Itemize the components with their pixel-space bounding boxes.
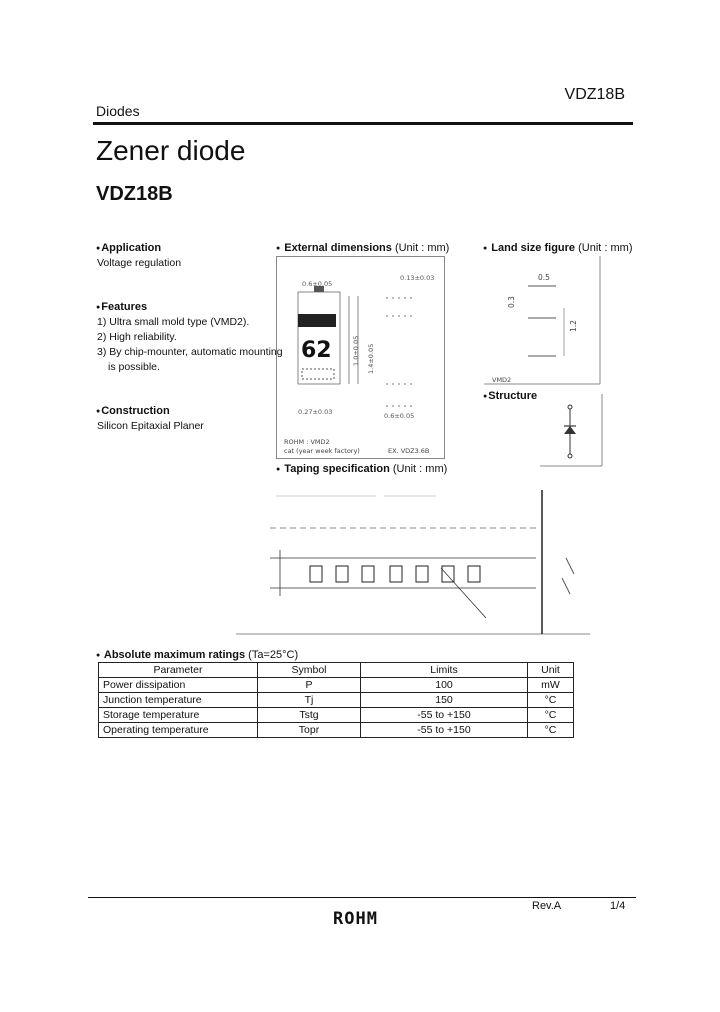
- application-text: Voltage regulation: [97, 257, 182, 269]
- taping-figure: [236, 478, 592, 636]
- taping-heading: ● Taping specification (Unit : mm): [276, 463, 447, 475]
- table-cell: -55 to +150: [361, 723, 528, 738]
- table-cell: Topr: [258, 723, 361, 738]
- table-cell: P: [258, 678, 361, 693]
- ratings-heading: ● Absolute maximum ratings (Ta=25°C): [96, 649, 298, 661]
- table-cell: °C: [528, 708, 574, 723]
- header-category: Diodes: [96, 103, 140, 119]
- external-dimensions-heading: ● External dimensions (Unit : mm): [276, 242, 449, 254]
- table-row: [99, 693, 574, 708]
- table-cell: Tj: [258, 693, 361, 708]
- external-dimensions-figure: [276, 256, 446, 460]
- dim-label: 0.6±0.05: [384, 412, 415, 420]
- table-cell: Power dissipation: [99, 678, 258, 693]
- construction-text: Silicon Epitaxial Planer: [97, 420, 204, 432]
- tape-pockets: [310, 566, 480, 582]
- construction-heading: ● Construction: [96, 405, 170, 417]
- feature-item: 2) High reliability.: [97, 331, 177, 343]
- table-row: [99, 723, 574, 738]
- land-label: VMD2: [492, 376, 512, 384]
- features-heading: ● Features: [96, 301, 147, 313]
- table-header-row: [99, 663, 574, 678]
- header-rule: [93, 122, 633, 125]
- land-dim: 0.3: [507, 296, 516, 308]
- header-part-number: VDZ18B: [564, 86, 625, 103]
- column-header: Unit: [528, 663, 574, 678]
- dim-note: cat (year week factory): [284, 447, 360, 455]
- table-cell: Tstg: [258, 708, 361, 723]
- table-cell: Operating temperature: [99, 723, 258, 738]
- rohm-logo: ROHM: [333, 909, 378, 929]
- column-header: Limits: [361, 663, 528, 678]
- marking-text: 62: [301, 338, 332, 363]
- table-cell: mW: [528, 678, 574, 693]
- land-size-figure: [484, 256, 602, 386]
- table-row: [99, 678, 574, 693]
- dim-label: 1.0±0.05: [352, 335, 360, 366]
- table-cell: °C: [528, 693, 574, 708]
- page-title: Zener diode: [96, 135, 246, 166]
- table-cell: 100: [361, 678, 528, 693]
- table-cell: 150: [361, 693, 528, 708]
- feature-item: 1) Ultra small mold type (VMD2).: [97, 316, 250, 328]
- dim-label: 0.27±0.03: [298, 408, 333, 416]
- diode-symbol: [540, 394, 604, 468]
- feature-item: 3) By chip-mounter, automatic mounting: [97, 346, 283, 358]
- revision-label: Rev.A: [532, 900, 562, 912]
- features-list: [97, 315, 283, 375]
- dim-label: 0.6±0.05: [302, 280, 333, 288]
- dim-label: 0.13±0.03: [400, 274, 435, 282]
- dim-note: EX. VDZ3.6B: [388, 447, 430, 455]
- land-dim: 0.5: [538, 273, 550, 282]
- structure-heading: ● Structure: [483, 390, 537, 402]
- land-dim: 1.2: [569, 320, 578, 332]
- table-cell: Storage temperature: [99, 708, 258, 723]
- column-header: Symbol: [258, 663, 361, 678]
- feature-item: is possible.: [108, 361, 160, 373]
- column-header: Parameter: [99, 663, 258, 678]
- table-cell: °C: [528, 723, 574, 738]
- footer-rule: [88, 897, 636, 898]
- page-number: 1/4: [610, 900, 626, 912]
- table-row: [99, 708, 574, 723]
- dim-label: 1.4±0.05: [367, 343, 375, 374]
- land-size-heading: ● Land size figure (Unit : mm): [483, 242, 633, 254]
- table-cell: Junction temperature: [99, 693, 258, 708]
- ratings-table: [98, 662, 574, 738]
- table-cell: -55 to +150: [361, 708, 528, 723]
- part-number-heading: VDZ18B: [96, 183, 173, 205]
- application-heading: ● Application: [96, 242, 161, 254]
- cathode-band: [298, 314, 336, 327]
- dim-note: ROHM : VMD2: [284, 438, 330, 446]
